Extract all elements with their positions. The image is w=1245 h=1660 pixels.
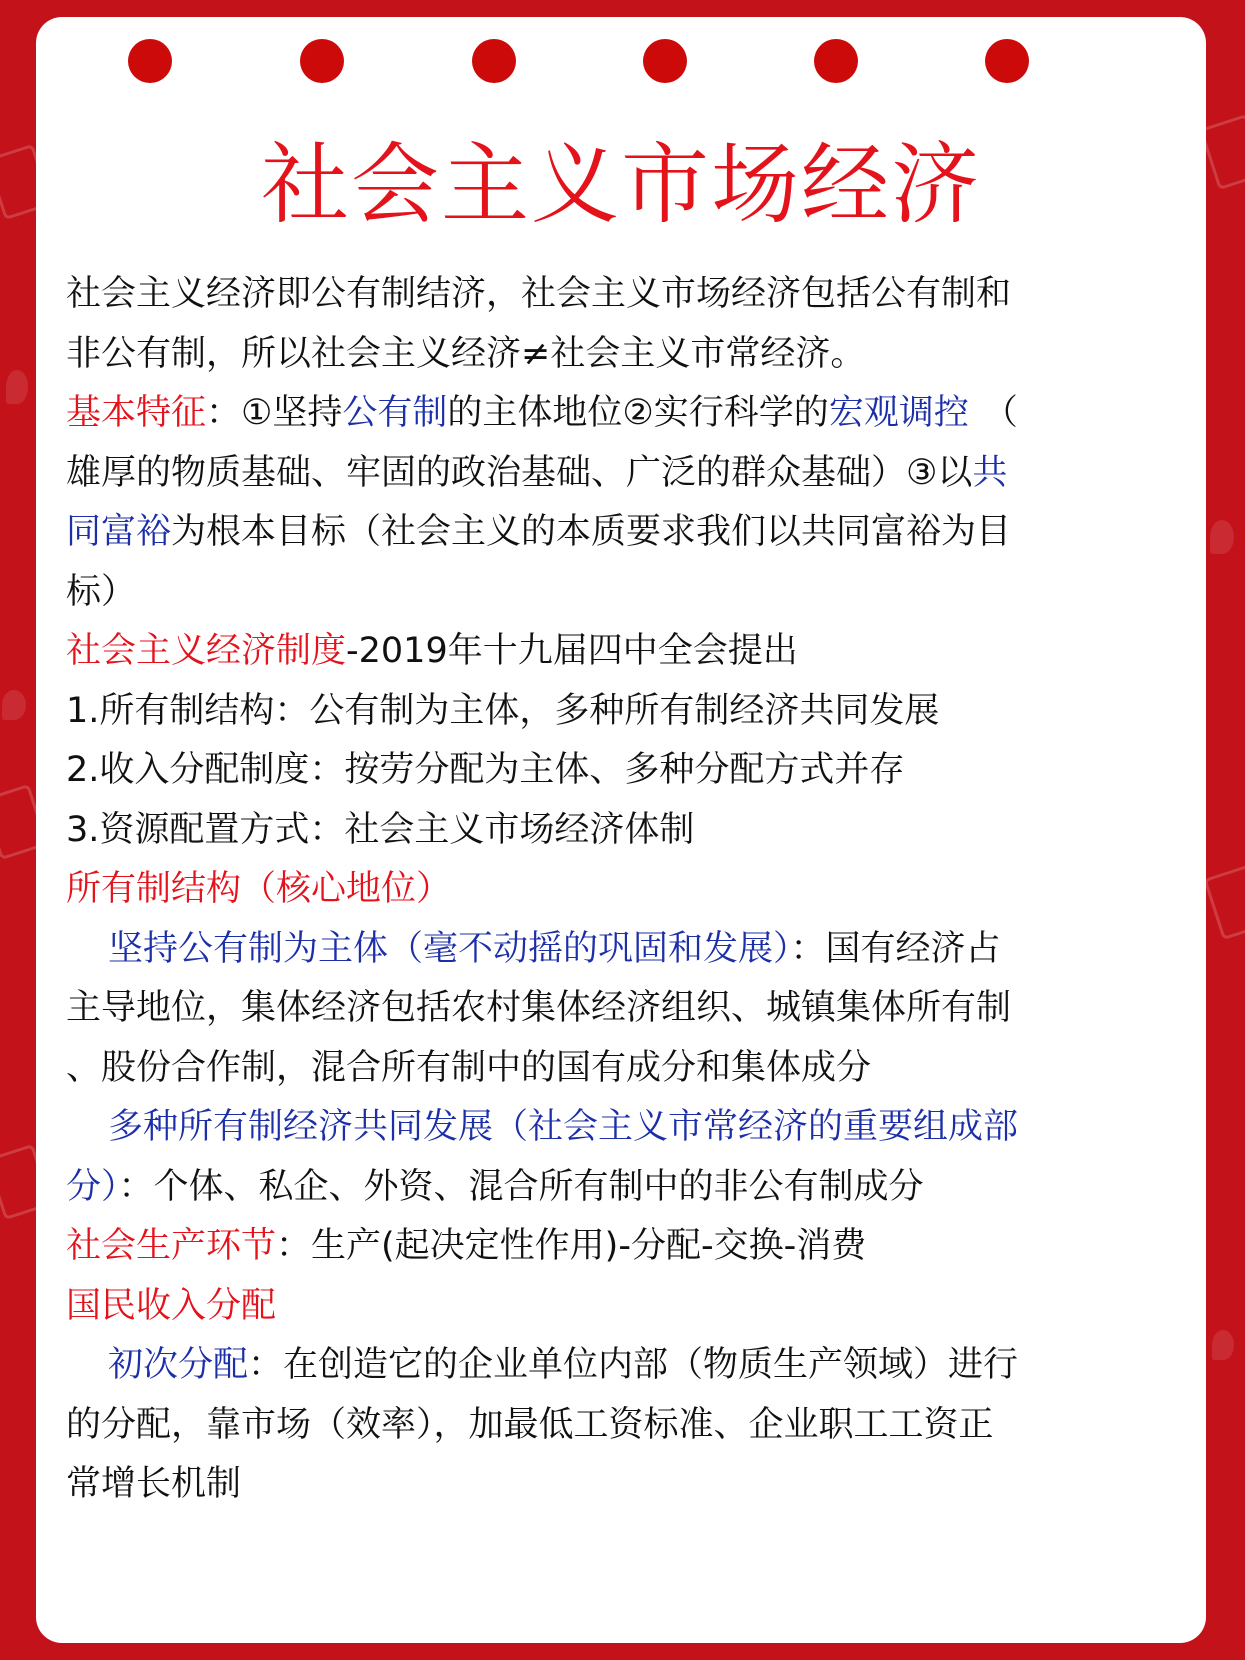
petal-decoration [2, 690, 26, 720]
text-line: 2.收入分配制度：按劳分配为主体、多种分配方式并存 [66, 750, 905, 790]
text-span: ：生产(起决定性作用)-分配-交换-消费 [276, 1226, 867, 1266]
text-line [66, 1158, 1206, 1218]
text-line [66, 622, 1206, 682]
binder-ring [985, 39, 1029, 83]
binder-ring [128, 39, 172, 83]
petal-decoration [1212, 1330, 1234, 1360]
text-line: 标） [66, 571, 137, 612]
text-span: （ [982, 393, 1018, 433]
text-line: 社会主义经济即公有制结济，社会主义市场经济包括公有制和 [66, 274, 1012, 314]
section-heading: 社会生产环节 [66, 1226, 277, 1266]
text-line: 3.资源配置方式：社会主义市场经济体制 [66, 809, 695, 850]
text-line: 常增长机制 [66, 1464, 242, 1504]
section-heading: 国民收入分配 [66, 1285, 277, 1326]
text-line [66, 384, 1206, 444]
keyword: 初次分配 [108, 1345, 249, 1385]
text-line [66, 1336, 1206, 1396]
keyword: 同富裕 [66, 512, 172, 552]
text-line: 、股份合作制，混合所有制中的国有成分和集体成分 [66, 1047, 872, 1088]
red-envelope-decoration [1199, 114, 1245, 190]
text-span: ：①坚持 [206, 393, 343, 433]
binder-ring [300, 39, 344, 83]
section-heading: 所有制结构（核心地位） [66, 869, 452, 909]
text-line: 1.所有制结构：公有制为主体，多种所有制经济共同发展 [66, 690, 940, 731]
text-span: ：个体、私企、外资、混合所有制中的非公有制成分 [118, 1166, 924, 1207]
text-line [66, 444, 1206, 504]
keyword: 公有制 [342, 393, 448, 433]
text-line [66, 503, 1206, 563]
binder-ring [472, 39, 516, 83]
text-line [66, 1217, 1206, 1277]
keyword-line: 多种所有制经济共同发展（社会主义市常经济的重要组成部 [108, 1107, 1019, 1147]
text-line: 非公有制，所以社会主义经济≠社会主义市常经济。 [66, 333, 866, 374]
keyword: 共 [972, 452, 1008, 493]
text-line [66, 920, 1206, 980]
petal-decoration [1210, 520, 1234, 554]
petal-decoration [6, 370, 28, 404]
text-span: 为根本目标（社会主义的本质要求我们以共同富裕为目 [171, 512, 1012, 552]
text-line: 的分配，靠市场（效率），加最低工资标准、企业职工工资正 [66, 1404, 994, 1445]
section-heading: 社会主义经济制度 [66, 631, 347, 671]
text-span: ：在创造它的企业单位内部（物质生产领域）进行 [248, 1345, 1019, 1385]
text-line: 主导地位，集体经济包括农村集体经济组织、城镇集体所有制 [66, 988, 1012, 1028]
note-body [66, 265, 1206, 1515]
binder-ring [643, 39, 687, 83]
text-span: 雄厚的物质基础、牢固的政治基础、广泛的群众基础）③以 [66, 452, 973, 493]
note-card [36, 17, 1206, 1643]
text-span: -2019年十九届四中全会提出 [346, 631, 798, 671]
text-span: 的主体地位②实行科学的 [447, 393, 829, 433]
red-envelope-decoration [1203, 864, 1245, 940]
page-title: 社会主义市场经济 [260, 133, 981, 236]
binder-ring [814, 39, 858, 83]
keyword: 分） [66, 1166, 119, 1207]
keyword: 坚持公有制为主体（毫不动摇的巩固和发展） [108, 928, 791, 969]
keyword: 宏观调控 [828, 393, 969, 433]
section-heading: 基本特征 [66, 393, 207, 433]
text-span: ：国有经济占 [790, 928, 1001, 969]
